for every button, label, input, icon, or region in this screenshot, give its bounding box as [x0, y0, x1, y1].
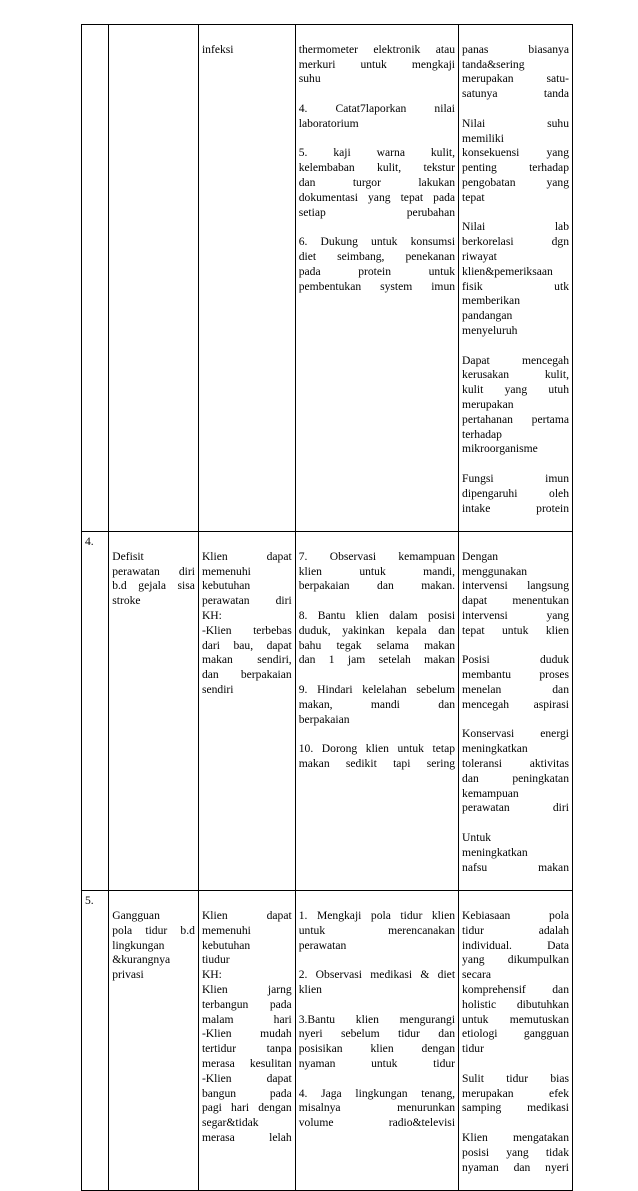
intervention-item: 4. Jaga lingkungan tenang, misalnya menurunkan volume radio&televisi [298, 1086, 456, 1130]
diagnosis-text: Defisit perawatan diri b.d gejala sisa stroke [112, 549, 195, 608]
goal-cell [198, 891, 295, 1191]
intervention-cell [295, 532, 458, 891]
intervention-item: thermometer elektronik atau merkuri untuk mengkaji suhu [298, 42, 456, 86]
intervention-item: 9. Hindari kelelahan sebelum makan, mandi dan berpakaian [298, 683, 456, 726]
intervention-item: 4. Catat7laporkan nilai laboratorium [298, 101, 456, 130]
intervention-item: 10. Dorong klien untuk tetap makan sedikit tapi sering [298, 742, 456, 771]
goal-cell [198, 532, 295, 891]
intervention-item: 8. Bantu klien dalam posisi duduk, yakinkan kepala dan bahu tegak selama makan dan 1 jam setelah makan [298, 609, 456, 667]
rationale-cell [459, 891, 573, 1191]
nursing-care-plan-table [81, 24, 573, 1191]
diagnosis-cell [109, 891, 199, 1191]
table-row [82, 25, 573, 532]
diagnosis-text: Gangguan pola tidur b.d lingkungan &kurangnya privasi [112, 909, 195, 982]
intervention-item: 7. Observasi kemampuan klien untuk mandi, berpakaian dan makan. [298, 549, 456, 593]
rationale-item: Nilai suhu memiliki konsekuensi yang penting terhadap pengobatan yang tepat [462, 116, 569, 204]
intervention-item: 6. Dukung untuk konsumsi diet seimbang, penekanan pada protein untuk pembentukan system imun [298, 235, 456, 293]
intervention-cell [295, 25, 458, 532]
row-number-cell: 5. [82, 891, 109, 1191]
intervention-item: 3.Bantu klien mengurangi nyeri sebelum tidur dan posisikan klien dengan nyaman untuk tidur [298, 1012, 456, 1070]
rationale-cell [459, 532, 573, 891]
rationale-item: Dengan menggunakan intervensi langsung dapat menentukan intervensi yang tepat untuk klien [462, 549, 569, 637]
goal-text: Klien dapat memenuhi kebutuhan tiudur KH: Klien jarng terbangun pada malam hari -Klien mudah tertidur tanpa merasa kesulitan -Klien dapat bangun pada pagi hari dengan segar&tidak merasa lelah [201, 909, 292, 1144]
rationale-item: Fungsi imun dipengaruhi oleh intake protein [462, 471, 569, 515]
table-row [82, 891, 573, 1191]
intervention-item: 1. Mengkaji pola tidur klien untuk merencanakan perawatan [298, 909, 456, 952]
rationale-item: Dapat mencegah kerusakan kulit, kulit yang utuh merupakan pertahanan pertama terhadap mikroorganisme [462, 353, 569, 456]
rationale-item: Klien mengatakan posisi yang tidak nyaman dan nyeri [462, 1130, 569, 1174]
diagnosis-cell [109, 25, 199, 532]
rationale-item: Nilai lab berkorelasi dgn riwayat klien&pemeriksaan fisik utk memberikan pandangan menyeluruh [462, 220, 569, 337]
rationale-cell [459, 25, 573, 532]
rationale-item: Kebiasaan pola tidur adalah individual. Data yang dikumpulkan secara komprehensif dan holistic dibutuhkan untuk memutuskan etiologi gangguan tidur [462, 909, 569, 1056]
rationale-item: Sulit tidur bias merupakan efek samping medikasi [462, 1071, 569, 1115]
row-number-cell: 4. [82, 532, 109, 891]
intervention-cell [295, 891, 458, 1191]
intervention-item: 2. Observasi medikasi & diet klien [298, 968, 456, 996]
rationale-item: Posisi duduk membantu proses menelan dan mencegah aspirasi [462, 653, 569, 711]
goal-text: Klien dapat memenuhi kebutuhan perawatan diri KH: -Klien terbebas dari bau, dapat makan sendiri, dan berpakaian sendiri [201, 549, 292, 697]
diagnosis-cell [109, 532, 199, 891]
table-row [82, 532, 573, 891]
rationale-item: Konservasi energi meningkatkan toleransi aktivitas dan peningkatan kemampuan perawatan diri [462, 727, 569, 815]
goal-text: infeksi [201, 42, 234, 56]
intervention-item: 5. kaji warna kulit, kelembaban kulit, tekstur dan turgor lakukan dokumentasi yang tepat pada setiap perubahan [298, 146, 456, 219]
row-number-cell [82, 25, 109, 532]
rationale-item: Untuk meningkatkan nafsu makan [462, 831, 569, 874]
goal-cell [198, 25, 295, 532]
rationale-item: panas biasanya tanda&sering merupakan satu- satunya tanda [462, 42, 569, 101]
